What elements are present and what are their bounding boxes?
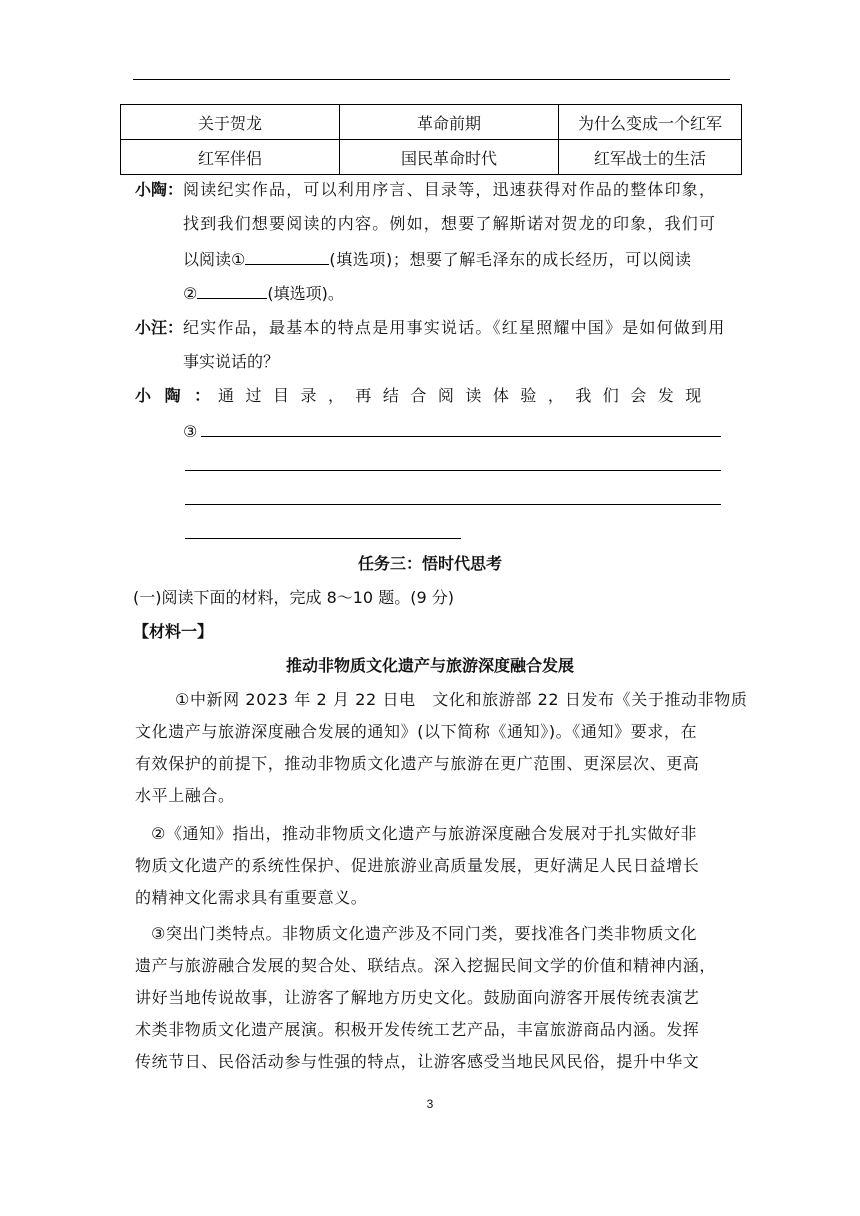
speaker-label: 小汪： [135, 318, 184, 337]
dialogue-text: ② [183, 284, 198, 303]
paragraph-line: 遗产与旅游融合发展的契合处、联结点。深入挖掘民间文学的价值和精神内涵， [135, 956, 717, 975]
table-cell: 国民革命时代 [340, 140, 559, 175]
article-title: 推动非物质文化遗产与旅游深度融合发展 [285, 656, 574, 675]
dialogue-text: 通 过 目 录 ， 再 结 合 阅 读 体 验 ， 我 们 会 发 现 [218, 386, 705, 405]
paragraph-line: 水平上融合。 [135, 786, 235, 805]
dialogue-text: 阅读纪实作品，可以利用序言、目录等，迅速获得对作品的整体印象， [183, 180, 717, 199]
table-cell: 红军战士的生活 [559, 140, 742, 175]
answer-blank-1[interactable] [245, 248, 329, 265]
paragraph-line: 讲好当地传说故事，让游客了解地方历史文化。鼓励面向游客开展传统表演艺 [135, 988, 700, 1007]
paragraph-line: 物质文化遗产的系统性保护、促进旅游业高质量发展，更好满足人民日益增长 [135, 856, 700, 875]
header-rule [133, 79, 730, 80]
table-row [121, 105, 742, 140]
paragraph-line: ③突出门类特点。非物质文化遗产涉及不同门类，要找准各门类非物质文化 [151, 924, 698, 943]
dialogue-text: 事实说话的？ [183, 352, 280, 371]
answer-line[interactable] [201, 436, 721, 437]
instruction: (一)阅读下面的材料，完成 8～10 题。(9 分) [133, 588, 454, 607]
answer-line[interactable] [185, 504, 721, 505]
dialogue-text: (填选项)。 [267, 284, 344, 303]
paragraph-1 [135, 684, 748, 812]
dialogue-text: 纪实作品，最基本的特点是用事实说话。《红星照耀中国》是如何做到用 [183, 318, 726, 337]
speaker-label: 小陶： [135, 180, 184, 199]
paragraph-2 [135, 818, 735, 914]
dialogue-line [183, 248, 692, 270]
paragraph-line: 有效保护的前提下，推动非物质文化遗产与旅游在更广范围、更深层次、更高 [135, 754, 700, 773]
answer-blank-2[interactable] [197, 282, 267, 299]
paragraph-line: ①中新网 2023 年 2 月 22 日电 文化和旅游部 22 日发布《关于推动非物质 [175, 690, 748, 709]
material-label: 【材料一】 [133, 622, 214, 641]
table-cell: 关于贺龙 [121, 105, 340, 140]
page-number: 3 [426, 1097, 434, 1111]
speaker-label: 小 陶 ： [135, 386, 215, 405]
table-cell: 革命前期 [340, 105, 559, 140]
dialogue-text: 找到我们想要阅读的内容。例如，想要了解斯诺对贺龙的印象，我们可 [183, 214, 717, 233]
dialogue-text: ③ [183, 422, 198, 441]
paragraph-line: 的精神文化需求具有重要意义。 [135, 888, 368, 907]
dialogue-text: 以阅读① [183, 250, 246, 269]
paragraph-line: 术类非物质文化遗产展演。积极开发传统工艺产品，丰富旅游商品内涵。发挥 [135, 1020, 700, 1039]
answer-line[interactable] [185, 538, 461, 539]
paragraph-line: 传统节日、民俗活动参与性强的特点，让游客感受当地民风民俗，提升中华文 [135, 1052, 700, 1071]
dialogue-line [183, 282, 344, 304]
paragraph-3 [135, 918, 735, 1078]
table-cell: 为什么变成一个红军 [559, 105, 742, 140]
table-cell: 红军伴侣 [121, 140, 340, 175]
dialogue-text: (填选项)；想要了解毛泽东的成长经历，可以阅读 [329, 250, 692, 269]
paragraph-line: 文化遗产与旅游深度融合发展的通知》(以下简称《通知》)。《通知》要求，在 [135, 722, 698, 741]
table-row [121, 140, 742, 175]
task-title: 任务三：悟时代思考 [357, 554, 502, 573]
paragraph-line: ②《通知》指出，推动非物质文化遗产与旅游深度融合发展对于扎实做好非 [151, 824, 698, 843]
contents-table [120, 104, 742, 175]
answer-line[interactable] [185, 470, 721, 471]
